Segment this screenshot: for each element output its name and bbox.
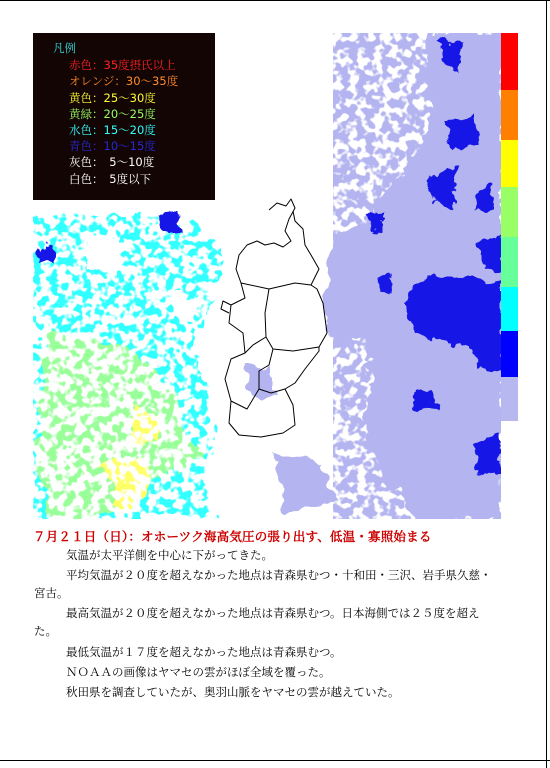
legend-row: 灰色： 5〜10度	[69, 155, 155, 170]
legend-row: 白色： 5度以下	[69, 171, 152, 186]
land-speckles	[33, 203, 223, 519]
caption-paragraph: 最高気温が２０度を超えなかった地点は青森県むつ。日本海側では２５度を超えた。	[34, 606, 480, 639]
scale-segment	[501, 287, 518, 331]
bottom-border	[0, 760, 550, 761]
legend-row: 黄緑：20〜25度	[69, 106, 156, 121]
temperature-color-scale	[501, 33, 518, 377]
top-border	[0, 0, 550, 1]
caption-body	[34, 546, 500, 703]
scale-segment	[501, 90, 518, 140]
caption-paragraph: 気温が太平洋側を中心に下がってきた。	[66, 548, 273, 562]
scale-segment	[501, 331, 518, 377]
scale-segment	[501, 377, 518, 421]
legend-row: 赤色：35度摂氏以上	[69, 58, 176, 73]
caption-paragraph: ＮＯＡＡの画像はヤマセの雲がほぼ全域を覆った。	[66, 664, 331, 679]
legend-row: オレンジ：30〜35度	[69, 74, 179, 89]
legend-title: 凡例	[53, 41, 76, 55]
scale-segment	[501, 140, 518, 187]
caption-paragraph: 秋田県を調査していたが、奥羽山脈をヤマセの雲が越えていた。	[66, 684, 400, 699]
legend-row: 水色：15〜20度	[69, 123, 156, 138]
scale-segment	[501, 33, 518, 90]
scale-segment	[501, 237, 518, 287]
legend-panel	[33, 33, 215, 200]
caption-title: ７月２１日（日）：オホーツク海高気圧の張り出す、低温・寡照始まる	[33, 529, 432, 544]
caption-paragraph: 最低気温が１７度を超えなかった地点は青森県むつ。	[66, 644, 342, 659]
caption-paragraph: 平均気温が２０度を超えなかった地点は青森県むつ・十和田・三沢、岩手県久慈・宮古。	[34, 568, 492, 601]
legend-row: 黄色：25〜30度	[69, 90, 156, 105]
right-border	[546, 0, 547, 768]
legend-row: 青色：10〜15度	[69, 139, 156, 154]
scale-segment	[501, 187, 518, 237]
